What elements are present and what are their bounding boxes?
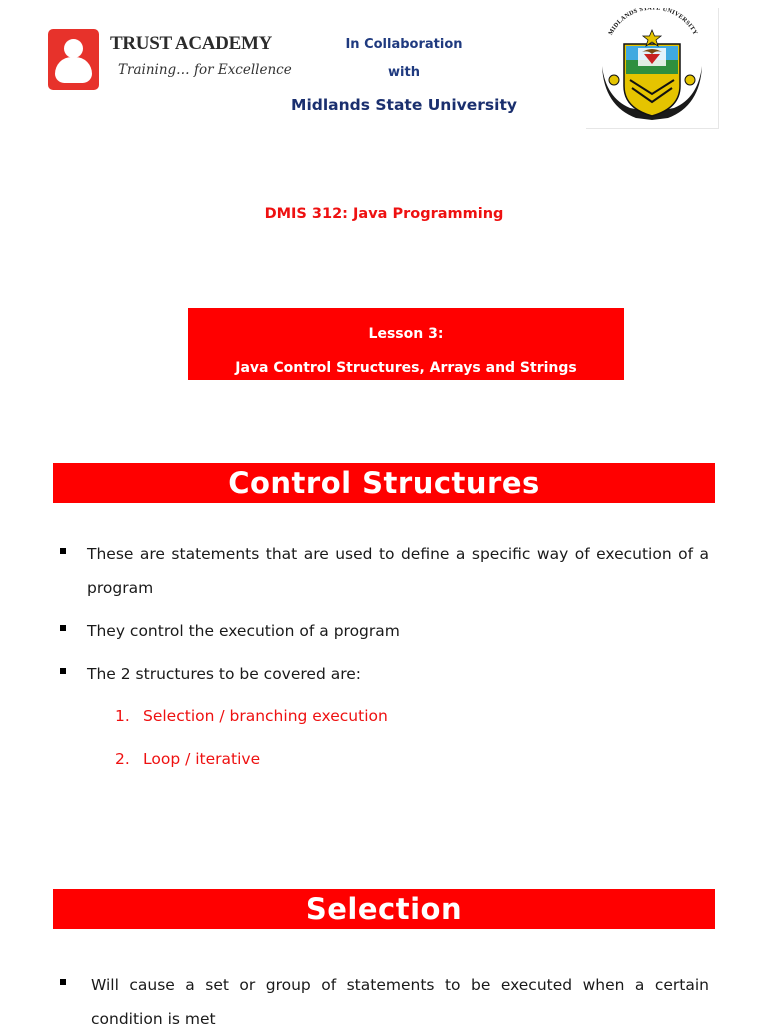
lesson-number: Lesson 3: <box>368 326 444 342</box>
crest-motto-text: MIDLANDS STATE UNIVERSITY <box>607 8 699 37</box>
crest-icon <box>586 8 718 128</box>
bullet-marker <box>60 668 66 674</box>
bullet-text: They control the execution of a program <box>87 622 400 640</box>
bullet-text: These are statements that are used to define a specific way of execution of a program <box>87 545 709 597</box>
trust-academy-logo <box>48 29 292 91</box>
bullet-marker <box>60 979 66 985</box>
bullet-text: Will cause a set or group of statements to be executed when a certain condition is met <box>91 976 709 1028</box>
collaboration-with: with <box>388 65 420 80</box>
bullet-marker <box>60 548 66 554</box>
list-item-loop: Loop / iterative <box>143 750 261 768</box>
lesson-title: Java Control Structures, Arrays and Strings <box>235 360 577 376</box>
university-crest <box>586 8 719 129</box>
lesson-banner <box>188 308 624 380</box>
logo-title: TRUST ACADEMY <box>110 33 273 54</box>
list-item-selection: Selection / branching execution <box>143 707 388 725</box>
collaboration-label: In Collaboration <box>345 37 463 52</box>
list-number: 1. <box>115 707 130 725</box>
section-heading-selection: Selection <box>53 889 715 929</box>
university-name: Midlands State University <box>291 96 517 114</box>
list-number: 2. <box>115 750 130 768</box>
course-title: DMIS 312: Java Programming <box>264 206 504 222</box>
person-logo-icon <box>48 29 99 90</box>
section-heading-control-structures: Control Structures <box>53 463 715 503</box>
logo-tagline: Training… for Excellence <box>118 62 292 78</box>
bullet-marker <box>60 625 66 631</box>
bullet-text: The 2 structures to be covered are: <box>87 665 362 683</box>
